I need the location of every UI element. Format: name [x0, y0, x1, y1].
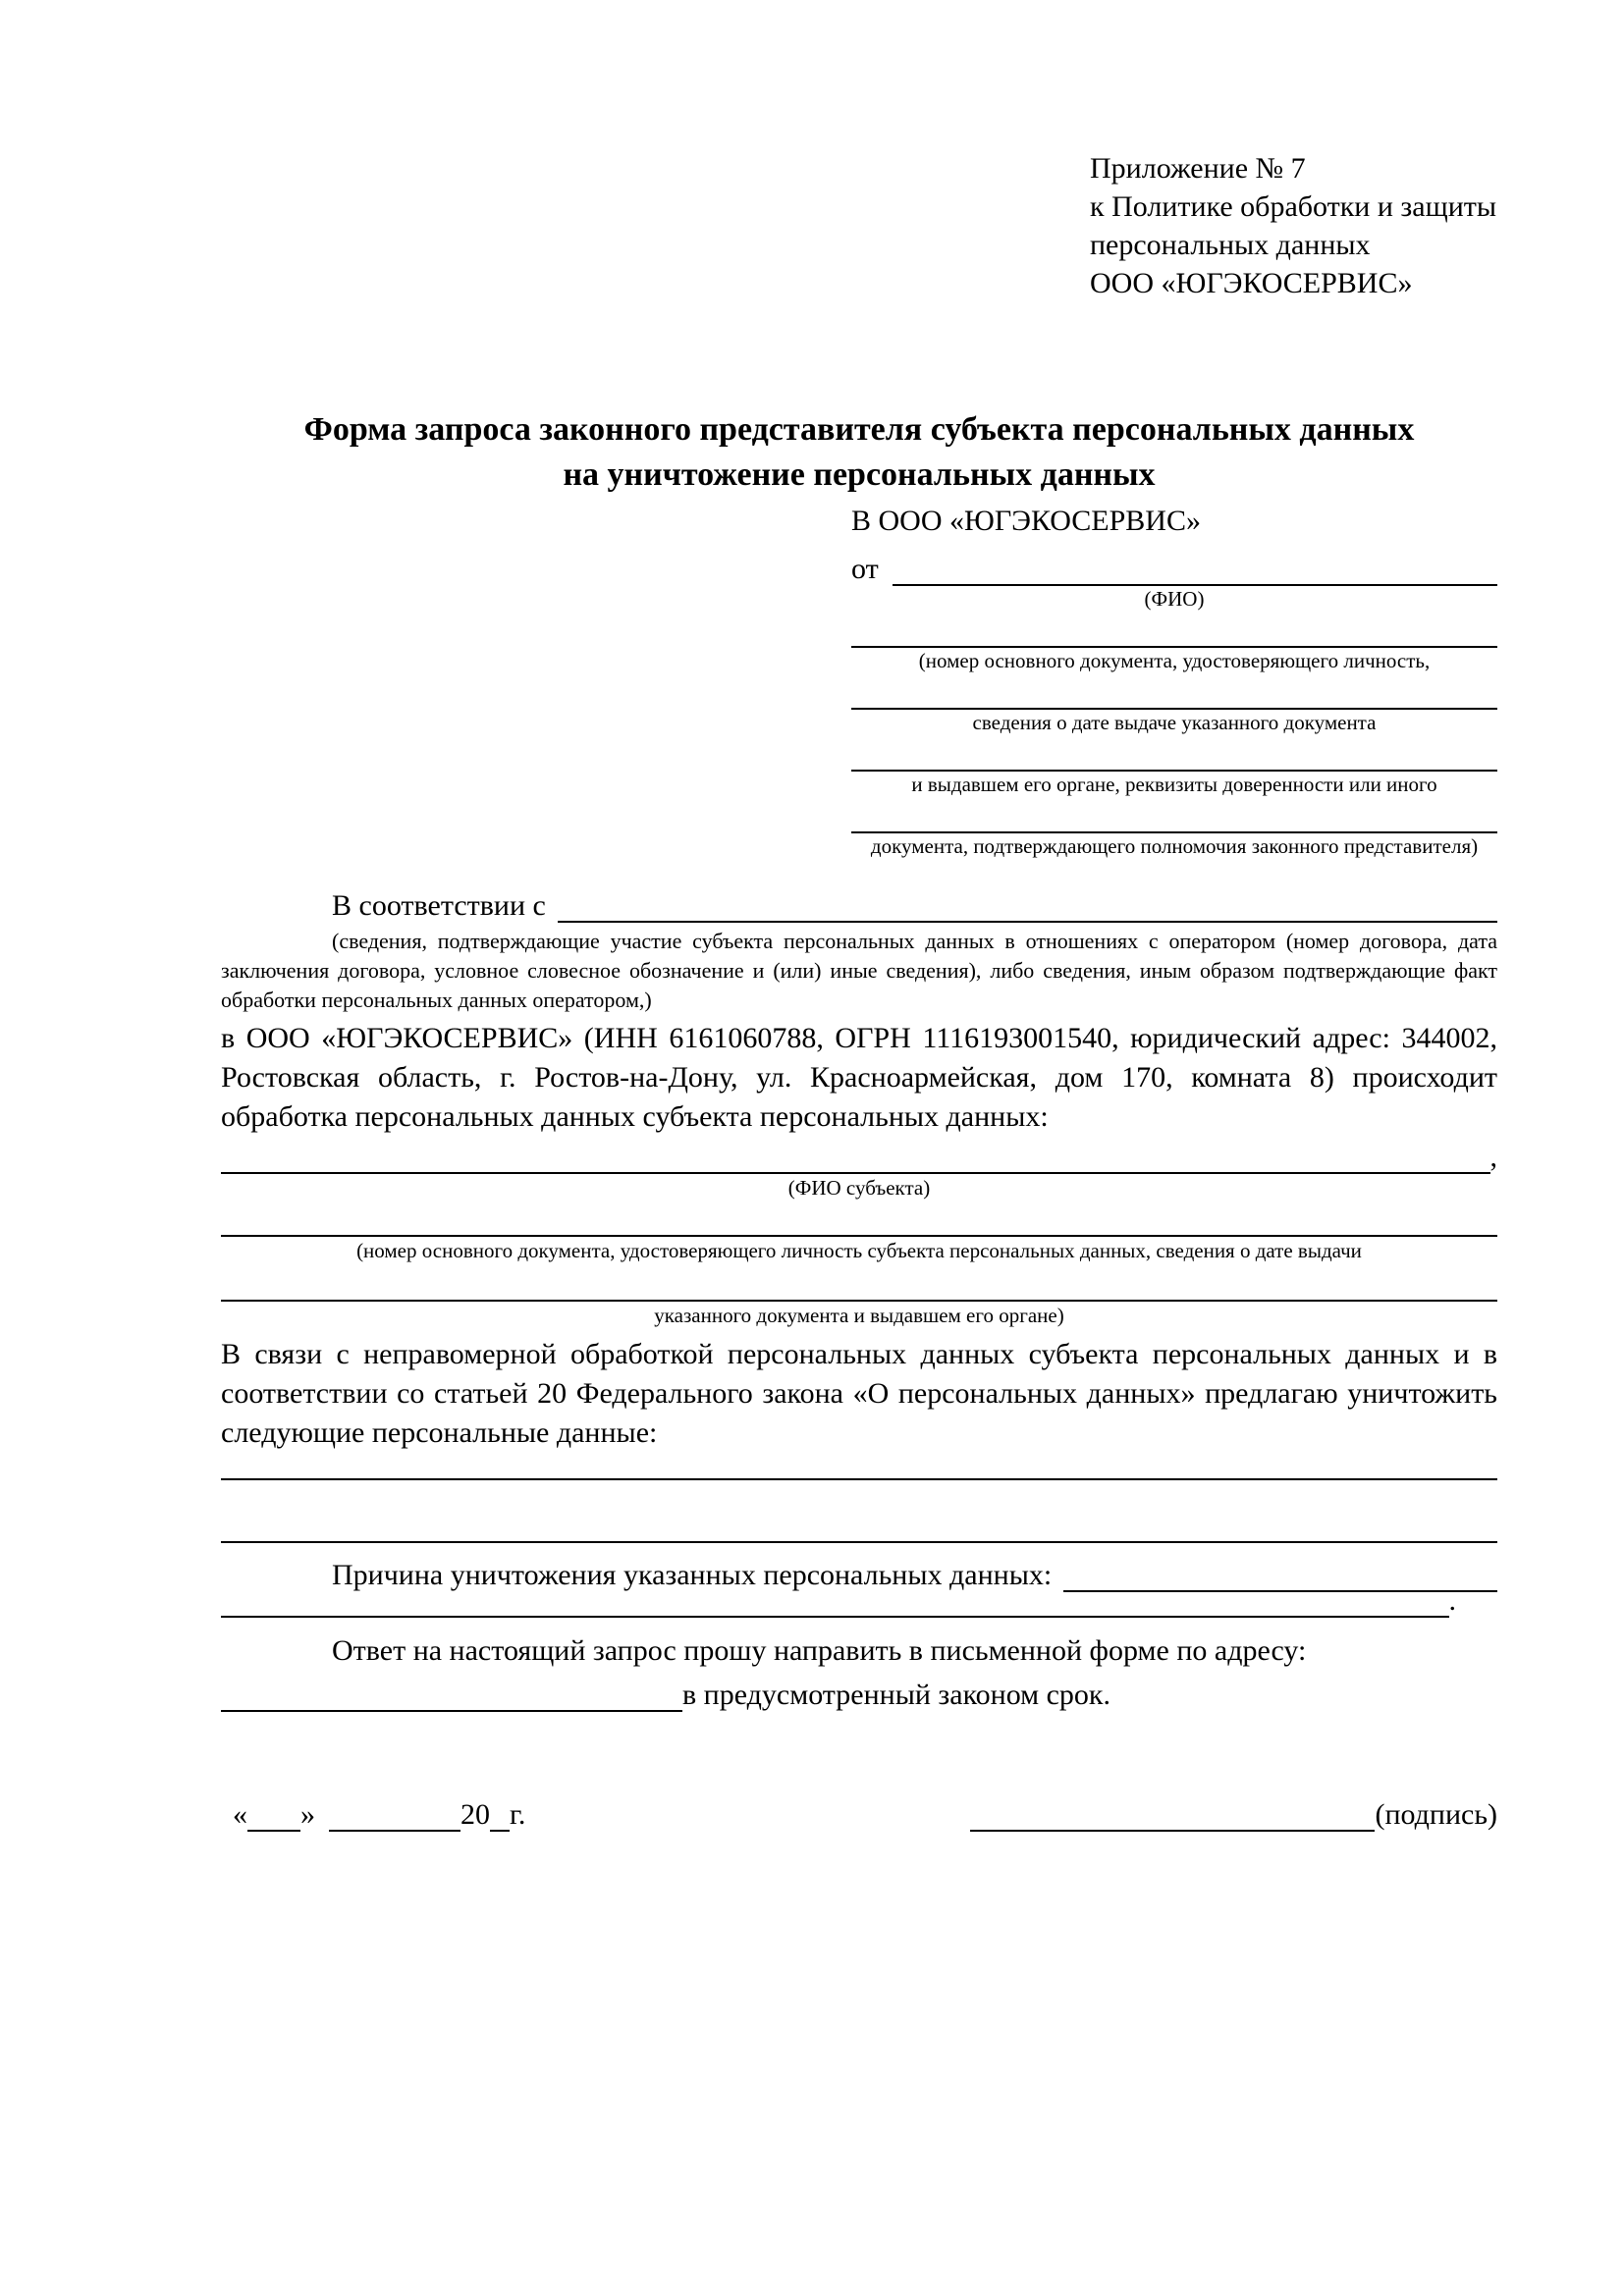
signature-field — [970, 1798, 1497, 1832]
accordance-blank-line — [558, 921, 1497, 923]
from-label: от — [851, 553, 879, 585]
appendix-line: ООО «ЮГЭКОСЕРВИС» — [1090, 267, 1413, 299]
field-caption-fio: (ФИО) — [1144, 587, 1205, 611]
date-open-quote: « — [233, 1798, 247, 1831]
appendix-line: к Политике обработки и защиты — [1090, 190, 1497, 223]
reason-field-row-2 — [221, 1584, 1497, 1618]
appendix-line: персональных данных — [1090, 229, 1371, 261]
form-title — [221, 407, 1497, 498]
reply-address-row — [221, 1671, 1497, 1712]
reply-paragraph: Ответ на настоящий запрос прошу направить в письменной форме по адресу: — [332, 1634, 1307, 1667]
date-close-quote: » — [300, 1798, 315, 1831]
date-signature-row — [221, 1792, 1497, 1832]
appendix-line: Приложение № 7 — [1090, 152, 1306, 185]
field-caption-doc-2: сведения о дате выдаче указанного документа — [972, 711, 1377, 734]
form-title-line-2: на уничтожение персональных данных — [563, 456, 1156, 493]
addressee-line: В ООО «ЮГЭКОСЕРВИС» — [851, 505, 1201, 537]
date-era: г. — [510, 1798, 526, 1831]
form-title-line-1: Форма запроса законного представителя субъекта персональных данных — [303, 411, 1415, 448]
field-caption-doc-1: (номер основного документа, удостоверяющего личность, — [918, 649, 1431, 672]
blank-line-doc-4 — [851, 798, 1497, 833]
date-year-prefix: 20 — [460, 1798, 490, 1831]
reason-blank-line — [1063, 1590, 1497, 1592]
personal-data-blank-line-2 — [221, 1520, 1497, 1543]
document-content — [221, 0, 1497, 1832]
accordance-field-row — [221, 878, 1497, 923]
request-paragraph: В связи с неправомерной обработкой персональных данных субъекта персональных данных и в соответствии со статьей 20 Федерального закона «О персональных данных» предлагаю уничтожить следующие персональные данные: — [221, 1338, 1497, 1449]
blank-line-doc-3 — [851, 736, 1497, 772]
blank-line-doc-2 — [851, 674, 1497, 710]
trailing-period: . — [1448, 1584, 1456, 1617]
field-caption-subject-doc-2: указанного документа и выдавшем его органе) — [654, 1304, 1064, 1327]
field-caption-doc-3: и выдавшем его органе, реквизиты доверенности или иного — [911, 773, 1437, 796]
personal-data-blank-line-1 — [221, 1457, 1497, 1480]
date-field — [221, 1798, 525, 1832]
from-field-row — [851, 543, 1497, 586]
date-year-blank — [490, 1829, 510, 1832]
signature-caption: (подпись) — [1375, 1798, 1497, 1831]
reason-field-row — [221, 1551, 1497, 1592]
trailing-comma: , — [1489, 1141, 1497, 1173]
accordance-label: В соответствии с — [332, 889, 546, 922]
address-blank-line — [221, 1710, 682, 1712]
subject-doc-blank-line-1 — [221, 1201, 1497, 1237]
date-day-blank — [247, 1829, 300, 1832]
field-caption-doc-4: документа, подтверждающего полномочия законного представителя) — [870, 834, 1479, 858]
accordance-note: (сведения, подтверждающие участие субъекта персональных данных в отношениях с оператором (номер договора, дата заключения договора, условное словесное обозначение и (или) иные сведения), либо сведения, иным образом подтверждающие факт обработки персональных данных оператором,) — [221, 929, 1497, 1012]
subject-fio-field-row — [221, 1141, 1497, 1174]
header-fields-block — [851, 500, 1497, 860]
signature-blank-line — [970, 1830, 1375, 1832]
subject-doc-blank-line-2 — [221, 1264, 1497, 1302]
operator-paragraph: в ООО «ЮГЭКОСЕРВИС» (ИНН 6161060788, ОГРН 1116193001540, юридический адрес: 344002, Ростовская область, г. Ростов-на-Дону, ул. Красноармейская, дом 170, комната 8) происходит обработка персональных данных субъекта персональных данных: — [221, 1022, 1497, 1133]
reason-blank-line-2 — [221, 1616, 1449, 1618]
field-caption-subject-doc-1: (номер основного документа, удостоверяющего личность субъекта персональных данных, сведения о дате выдачи — [356, 1239, 1362, 1262]
date-month-blank — [329, 1829, 460, 1832]
reason-label: Причина уничтожения указанных персональных данных: — [332, 1559, 1053, 1591]
field-caption-subject-fio: (ФИО субъекта) — [787, 1176, 931, 1200]
reply-tail: в предусмотренный законом срок. — [682, 1679, 1110, 1711]
blank-line-doc-1 — [851, 613, 1497, 648]
